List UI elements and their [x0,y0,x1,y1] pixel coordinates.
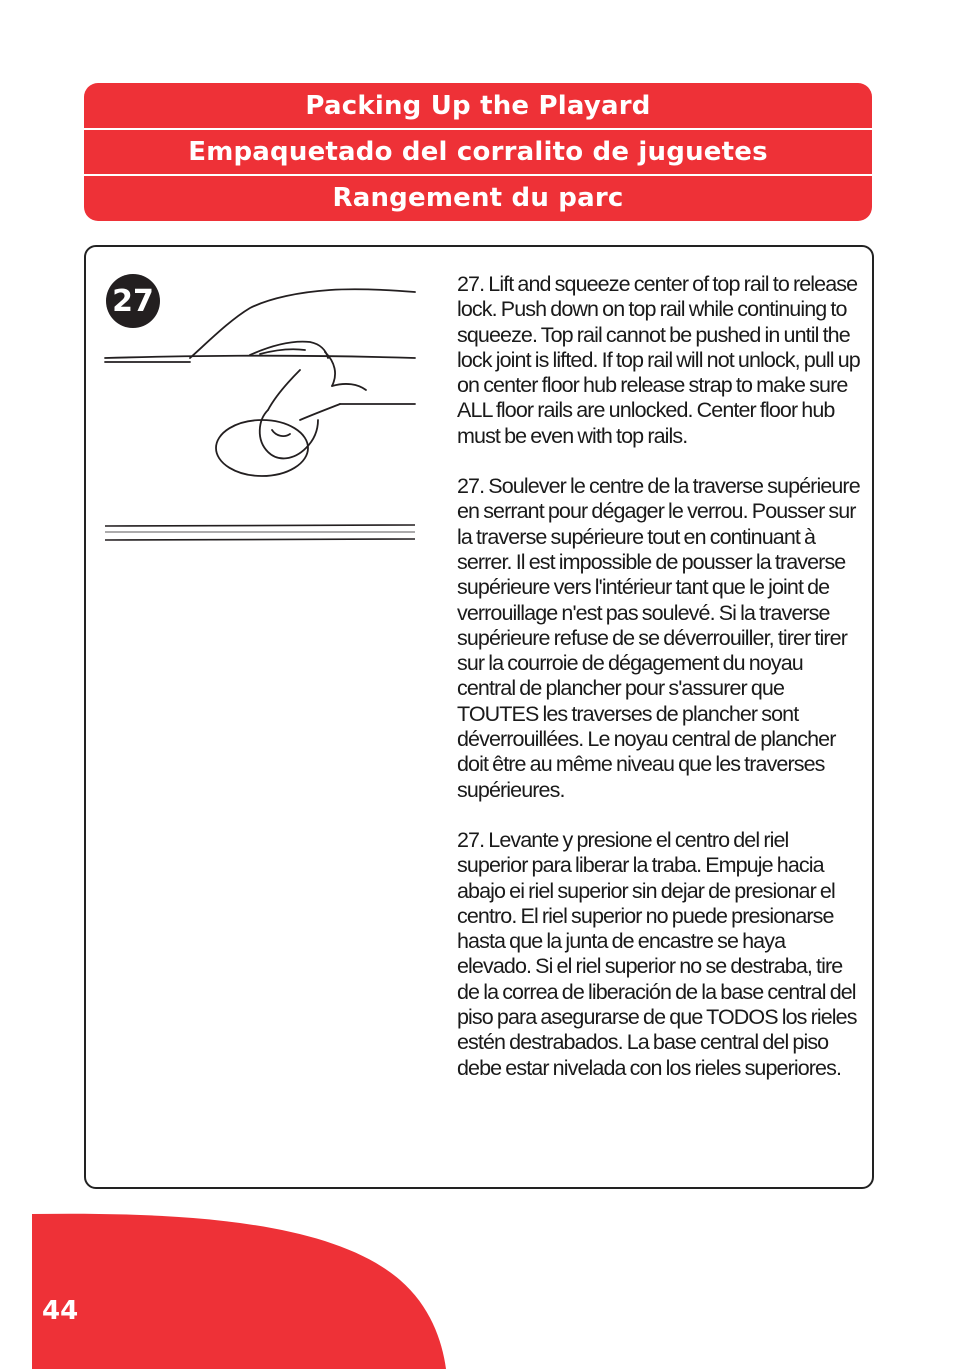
header-title-spanish: Empaquetado del corralito de juguetes [188,137,768,167]
page-number: 44 [42,1296,79,1326]
step-instructions [457,272,861,1106]
instruction-text-english: 27. Lift and squeeze center of top rail to release lock. Push down on top rail while continuing to squeeze. Top rail cannot be pushed in until the lock joint is lifted. If top rail will not unlock, pull up on center floor hub release strap to make sure ALL floor rails are unlocked. Center floor hub must be even with top rails. [457,272,860,448]
page-corner-tab [0,1210,460,1369]
header-title-french: Rangement du parc [332,183,624,213]
header-title-english: Packing Up the Playard [305,91,651,121]
instruction-text-french: 27. Soulever le centre de la traverse supérieure en serrant pour dégager le verrou. Pousser sur la traverse supérieure tout en continuant à serrer. Il est impossible de pousser la traverse supérieure vers l'intérieur tant que le joint de verrouillage n'est pas soulevé. Si la traverse supérieure refuse de se déverrouiller, tirer tirer sur la courroie de dégagement du noyau central de plancher pour s'assurer que TOUTES les traverses de plancher sont déverrouillées. Le noyau central de plancher doit être au même niveau que les traverses supérieures. [457,474,860,802]
header-divider [84,174,872,176]
step-number-badge: 27 [106,274,160,328]
header-divider [84,128,872,130]
instruction-text-spanish: 27. Levante y presione el centro del riel superior para liberar la traba. Empuje hacia abajo ei riel superior sin dejar de presionar el centro. El riel superior no puede presionarse hasta que la junta de encastre se haya elevado. Si el riel superior no se destraba, tire de la correa de liberación de la base central del piso para asegurarse de que TODOS los rieles estén destrabados. La base central del piso debe estar nivelada con los rieles superiores. [457,827,857,1080]
section-header [84,83,872,221]
